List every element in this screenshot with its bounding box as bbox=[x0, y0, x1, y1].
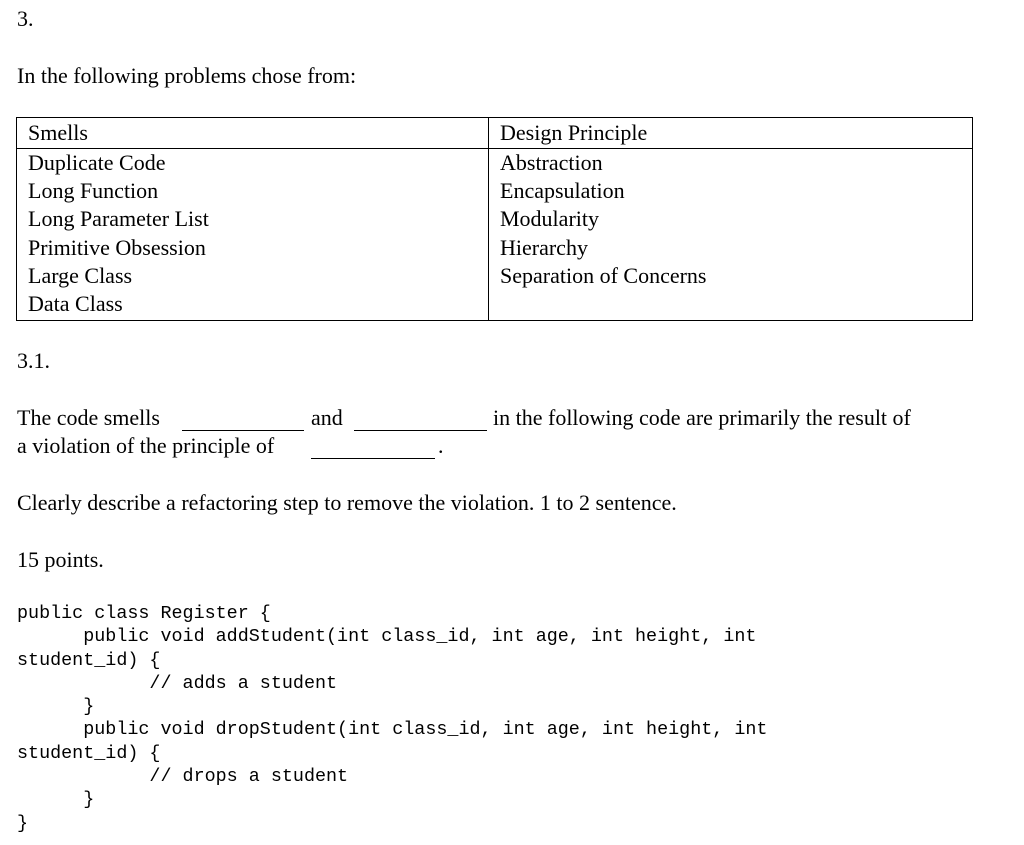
choices-table bbox=[16, 117, 973, 321]
prompt-and: and bbox=[311, 405, 343, 430]
code-line: student_id) { bbox=[17, 649, 161, 671]
principles-list bbox=[489, 149, 973, 321]
refactor-instruction: Clearly describe a refactoring step to remove the violation. 1 to 2 sentence. bbox=[17, 490, 677, 515]
code-line: public void addStudent(int class_id, int age, int height, int bbox=[17, 626, 757, 648]
prompt-part1: The code smells bbox=[17, 405, 160, 430]
smell-item: Large Class bbox=[28, 262, 133, 288]
prompt-end: . bbox=[438, 433, 444, 458]
principle-item: Hierarchy bbox=[500, 234, 588, 260]
principle-item: Encapsulation bbox=[500, 178, 625, 204]
smell-item: Long Parameter List bbox=[28, 206, 209, 232]
prompt-line-2 bbox=[17, 433, 274, 459]
points-label: 15 points. bbox=[17, 547, 104, 572]
table-header-row bbox=[17, 118, 973, 149]
smells-header: Smells bbox=[17, 118, 489, 149]
table-body-row bbox=[17, 149, 973, 321]
principle-item: Modularity bbox=[500, 206, 599, 232]
code-line: student_id) { bbox=[17, 742, 161, 764]
code-line: public class Register { bbox=[17, 603, 271, 624]
code-line: // adds a student bbox=[17, 672, 338, 694]
code-line: public void dropStudent(int class_id, int age, int height, int bbox=[17, 719, 768, 741]
question-intro: In the following problems chose from: bbox=[17, 63, 357, 88]
principle-item: Abstraction bbox=[500, 150, 603, 175]
design-principle-header: Design Principle bbox=[489, 118, 973, 149]
smell-item: Primitive Obsession bbox=[28, 234, 206, 260]
code-line: // drops a student bbox=[17, 766, 349, 788]
code-line: } bbox=[17, 812, 29, 834]
smell-item: Duplicate Code bbox=[28, 150, 166, 175]
smell-item: Data Class bbox=[28, 290, 123, 316]
prompt-part2: in the following code are primarily the result of bbox=[493, 405, 911, 430]
code-line: } bbox=[17, 789, 95, 811]
smell-item: Long Function bbox=[28, 178, 159, 204]
principle-item: Separation of Concerns bbox=[500, 262, 707, 288]
code-block bbox=[17, 602, 767, 835]
subquestion-number: 3.1. bbox=[17, 348, 50, 373]
prompt-line2-text: a violation of the principle of bbox=[17, 433, 275, 458]
code-line: } bbox=[17, 696, 95, 718]
prompt-line-1 bbox=[17, 405, 160, 431]
answer-blank-smell-2[interactable] bbox=[354, 430, 487, 431]
answer-blank-principle[interactable] bbox=[311, 458, 435, 459]
question-number: 3. bbox=[17, 6, 34, 31]
smells-list bbox=[17, 149, 489, 321]
answer-blank-smell-1[interactable] bbox=[182, 430, 304, 431]
